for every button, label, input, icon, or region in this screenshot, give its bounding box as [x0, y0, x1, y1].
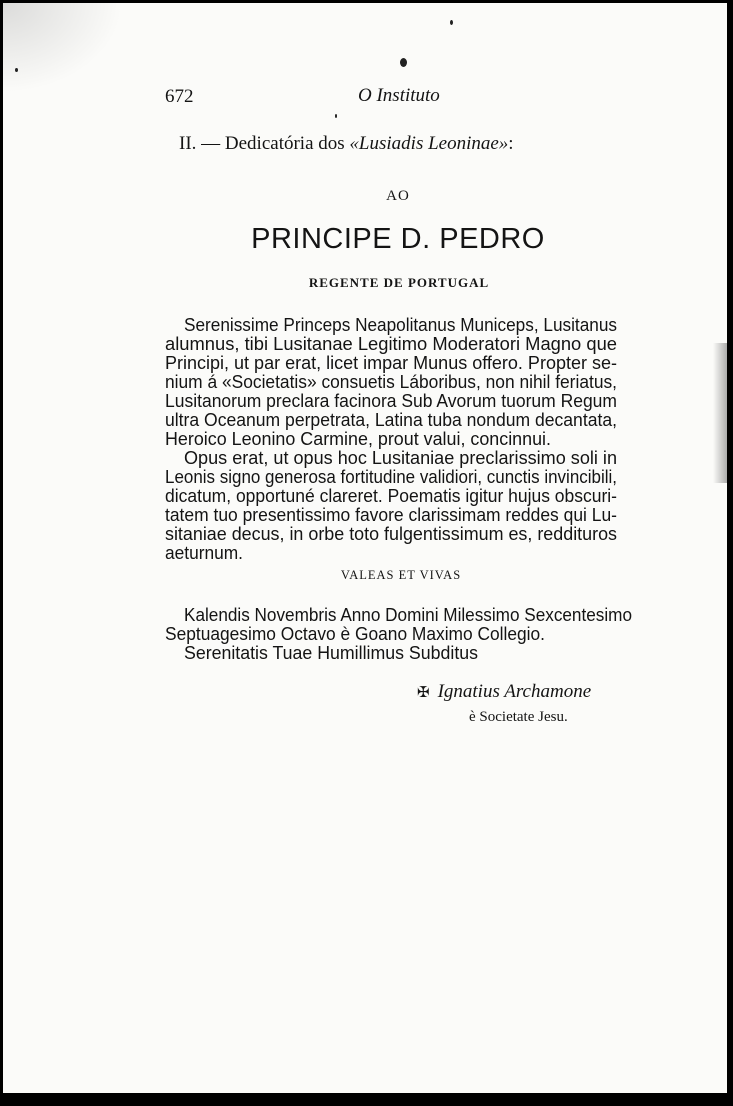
body-line: Lusitanorum preclara facinora Sub Avorum tuorum Regum	[165, 391, 617, 411]
body-line: dicatum, opportuné clareret. Poematis igitur hujus obscuri-	[165, 486, 617, 506]
signature-name-text: Ignatius Archamone	[437, 681, 592, 702]
maltese-cross-icon: ✠	[417, 685, 430, 701]
section-suffix: :	[508, 133, 514, 154]
body-line: Leonis signo generosa fortitudine validiori, cunctis invincibili,	[165, 467, 617, 487]
ink-speck	[335, 114, 337, 118]
body-line: Principi, ut par erat, licet impar Munus offero. Propter se-	[165, 353, 617, 373]
body-line: Opus erat, ut opus hoc Lusitaniae preclarissimo soli in	[184, 448, 617, 468]
body-line: Serenissime Princeps Neapolitanus Municeps, Lusitanus	[184, 315, 617, 335]
body-line: alumnus, tibi Lusitanae Legitimo Moderatori Magno que	[165, 334, 617, 354]
dedication-to: AO	[386, 188, 410, 204]
page-number: 672	[165, 86, 194, 107]
body-line: nium á «Societatis» consuetis Láboribus, non nihil feriatus,	[165, 372, 617, 392]
ink-speck	[15, 68, 18, 72]
ink-speck	[400, 58, 407, 67]
body-line: aeturnum.	[165, 543, 243, 563]
body-line: tatem tuo presentissimo favore clarissimam reddes qui Lu-	[165, 505, 617, 525]
dedication-prince: PRINCIPE D. PEDRO	[251, 223, 545, 255]
running-title: O Instituto	[358, 85, 440, 106]
signature-society: è Societate Jesu.	[469, 709, 568, 725]
date-line: Serenitatis Tuae Humillimus Subditus	[184, 643, 478, 663]
page-edge-shadow	[713, 343, 727, 483]
section-title: «Lusiadis Leoninae»	[349, 133, 509, 154]
ink-speck	[450, 20, 453, 25]
signature-name	[417, 681, 591, 703]
body-line: Heroico Leonino Carmine, prout valui, concinnui.	[165, 429, 551, 449]
paper-stain	[3, 3, 123, 93]
section-prefix: II. — Dedicatória dos	[179, 133, 350, 154]
section-heading	[179, 133, 514, 155]
scanned-page	[3, 3, 727, 1093]
valediction: VALEAS ET VIVAS	[340, 568, 462, 582]
body-line: sitaniae decus, in orbe toto fulgentissimum es, reddituros	[165, 524, 617, 544]
date-line: Kalendis Novembris Anno Domini Milessimo Sexcentesimo	[184, 605, 632, 625]
dedication-title: REGENTE DE PORTUGAL	[308, 275, 490, 290]
date-line: Septuagesimo Octavo è Goano Maximo Collegio.	[165, 624, 545, 644]
body-line: ultra Oceanum perpetrata, Latina tuba nondum decantata,	[165, 410, 617, 430]
